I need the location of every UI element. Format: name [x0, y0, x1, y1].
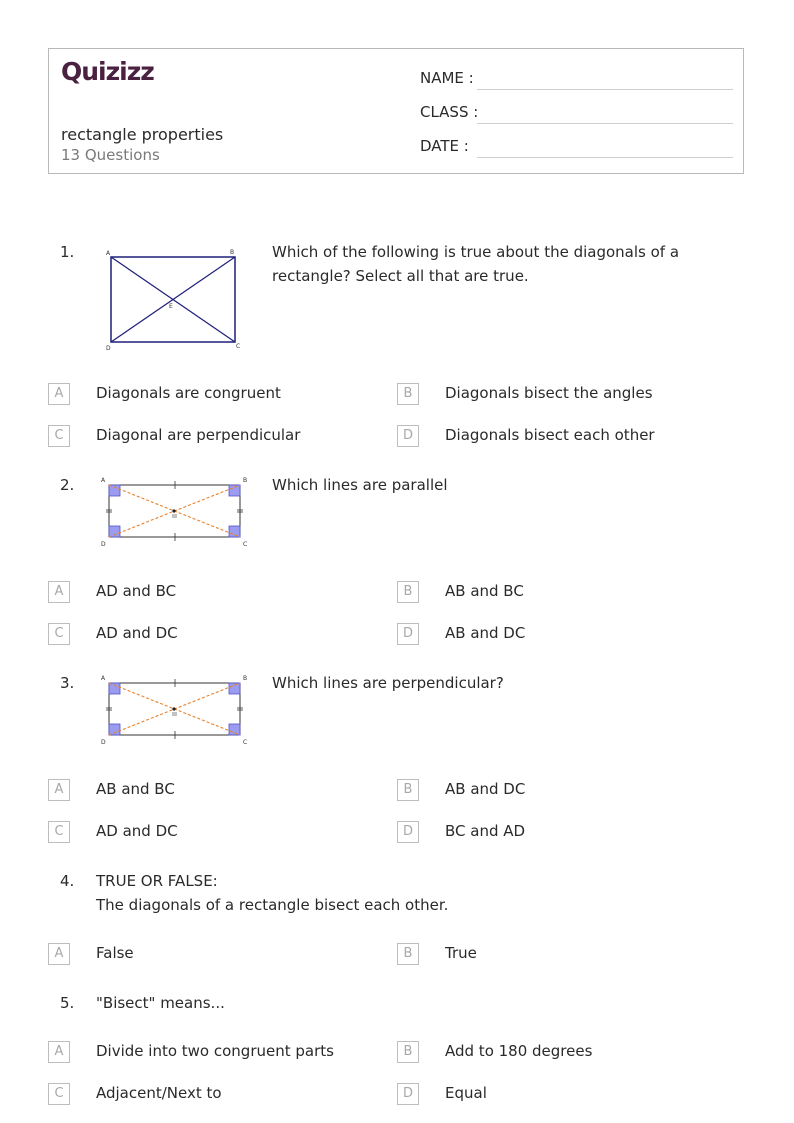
- name-label: NAME :: [420, 69, 474, 87]
- figure-label-c: C: [243, 739, 248, 746]
- option-a-box[interactable]: A: [48, 1041, 70, 1063]
- figure-label-c: C: [243, 541, 248, 548]
- figure-label-b: B: [230, 249, 235, 256]
- figure-label-b: B: [243, 477, 248, 484]
- figure-label-d: D: [106, 345, 111, 352]
- option-c-text: AD and DC: [96, 624, 178, 642]
- option-c-box[interactable]: C: [48, 425, 70, 447]
- option-b-box[interactable]: B: [397, 943, 419, 965]
- rectangle-perpendicular-figure: [98, 672, 250, 748]
- figure-label-a: A: [101, 675, 106, 682]
- option-b-text: Diagonals bisect the angles: [445, 384, 653, 402]
- option-a-text: AB and BC: [96, 780, 175, 798]
- option-a-text: AD and BC: [96, 582, 177, 600]
- option-d-text: Equal: [445, 1084, 487, 1102]
- question-number: 2.: [60, 476, 75, 494]
- option-d-box[interactable]: D: [397, 821, 419, 843]
- question-text: Which lines are perpendicular?: [272, 674, 504, 692]
- date-label: DATE :: [420, 137, 469, 155]
- option-a-text: Divide into two congruent parts: [96, 1042, 334, 1060]
- option-b-box[interactable]: B: [397, 779, 419, 801]
- option-a-box[interactable]: A: [48, 779, 70, 801]
- option-d-text: AB and DC: [445, 624, 526, 642]
- option-b-text: Add to 180 degrees: [445, 1042, 593, 1060]
- option-b-box[interactable]: B: [397, 581, 419, 603]
- rectangle-parallel-figure: [98, 474, 250, 550]
- date-line[interactable]: [477, 157, 733, 158]
- question-text: Which of the following is true about the diagonals of a rectangle? Select all that are true.: [272, 243, 680, 285]
- option-c-text: Diagonal are perpendicular: [96, 426, 301, 444]
- question-number: 3.: [60, 674, 75, 692]
- quizizz-logo: Quizizz: [61, 57, 154, 86]
- option-b-box[interactable]: B: [397, 383, 419, 405]
- option-b-text: AB and BC: [445, 582, 524, 600]
- option-a-box[interactable]: A: [48, 383, 70, 405]
- option-c-box[interactable]: C: [48, 821, 70, 843]
- question-text-line1: TRUE OR FALSE:: [96, 872, 218, 890]
- figure-label-a: A: [101, 477, 106, 484]
- question-number: 5.: [60, 994, 75, 1012]
- name-line[interactable]: [477, 89, 733, 90]
- question-number: 1.: [60, 243, 75, 261]
- option-a-box[interactable]: A: [48, 943, 70, 965]
- figure-label-b: B: [243, 675, 248, 682]
- figure-label-e: E: [169, 303, 173, 310]
- worksheet-title: rectangle properties: [61, 125, 224, 144]
- option-d-box[interactable]: D: [397, 623, 419, 645]
- option-b-text: AB and DC: [445, 780, 526, 798]
- figure-label-c: C: [236, 343, 241, 350]
- figure-label-a: A: [106, 250, 111, 257]
- option-b-box[interactable]: B: [397, 1041, 419, 1063]
- question-text-line2: The diagonals of a rectangle bisect each other.: [96, 896, 449, 914]
- option-c-box[interactable]: C: [48, 1083, 70, 1105]
- option-b-text: True: [445, 944, 477, 962]
- question-number: 4.: [60, 872, 75, 890]
- option-a-box[interactable]: A: [48, 581, 70, 603]
- worksheet-header: [48, 48, 744, 174]
- rectangle-diagonals-figure: [100, 244, 250, 354]
- question-text: Which lines are parallel: [272, 476, 448, 494]
- option-a-text: Diagonals are congruent: [96, 384, 281, 402]
- intersection-point: [172, 509, 175, 512]
- class-line[interactable]: [477, 123, 733, 124]
- option-d-text: Diagonals bisect each other: [445, 426, 655, 444]
- option-c-text: AD and DC: [96, 822, 178, 840]
- figure-label-d: D: [101, 739, 106, 746]
- class-label: CLASS :: [420, 103, 479, 121]
- option-c-text: Adjacent/Next to: [96, 1084, 222, 1102]
- option-d-text: BC and AD: [445, 822, 526, 840]
- option-d-box[interactable]: D: [397, 1083, 419, 1105]
- option-d-box[interactable]: D: [397, 425, 419, 447]
- question-count: 13 Questions: [61, 146, 160, 164]
- question-text: "Bisect" means...: [96, 994, 225, 1012]
- option-a-text: False: [96, 944, 134, 962]
- option-c-box[interactable]: C: [48, 623, 70, 645]
- figure-label-d: D: [101, 541, 106, 548]
- intersection-point: [172, 707, 175, 710]
